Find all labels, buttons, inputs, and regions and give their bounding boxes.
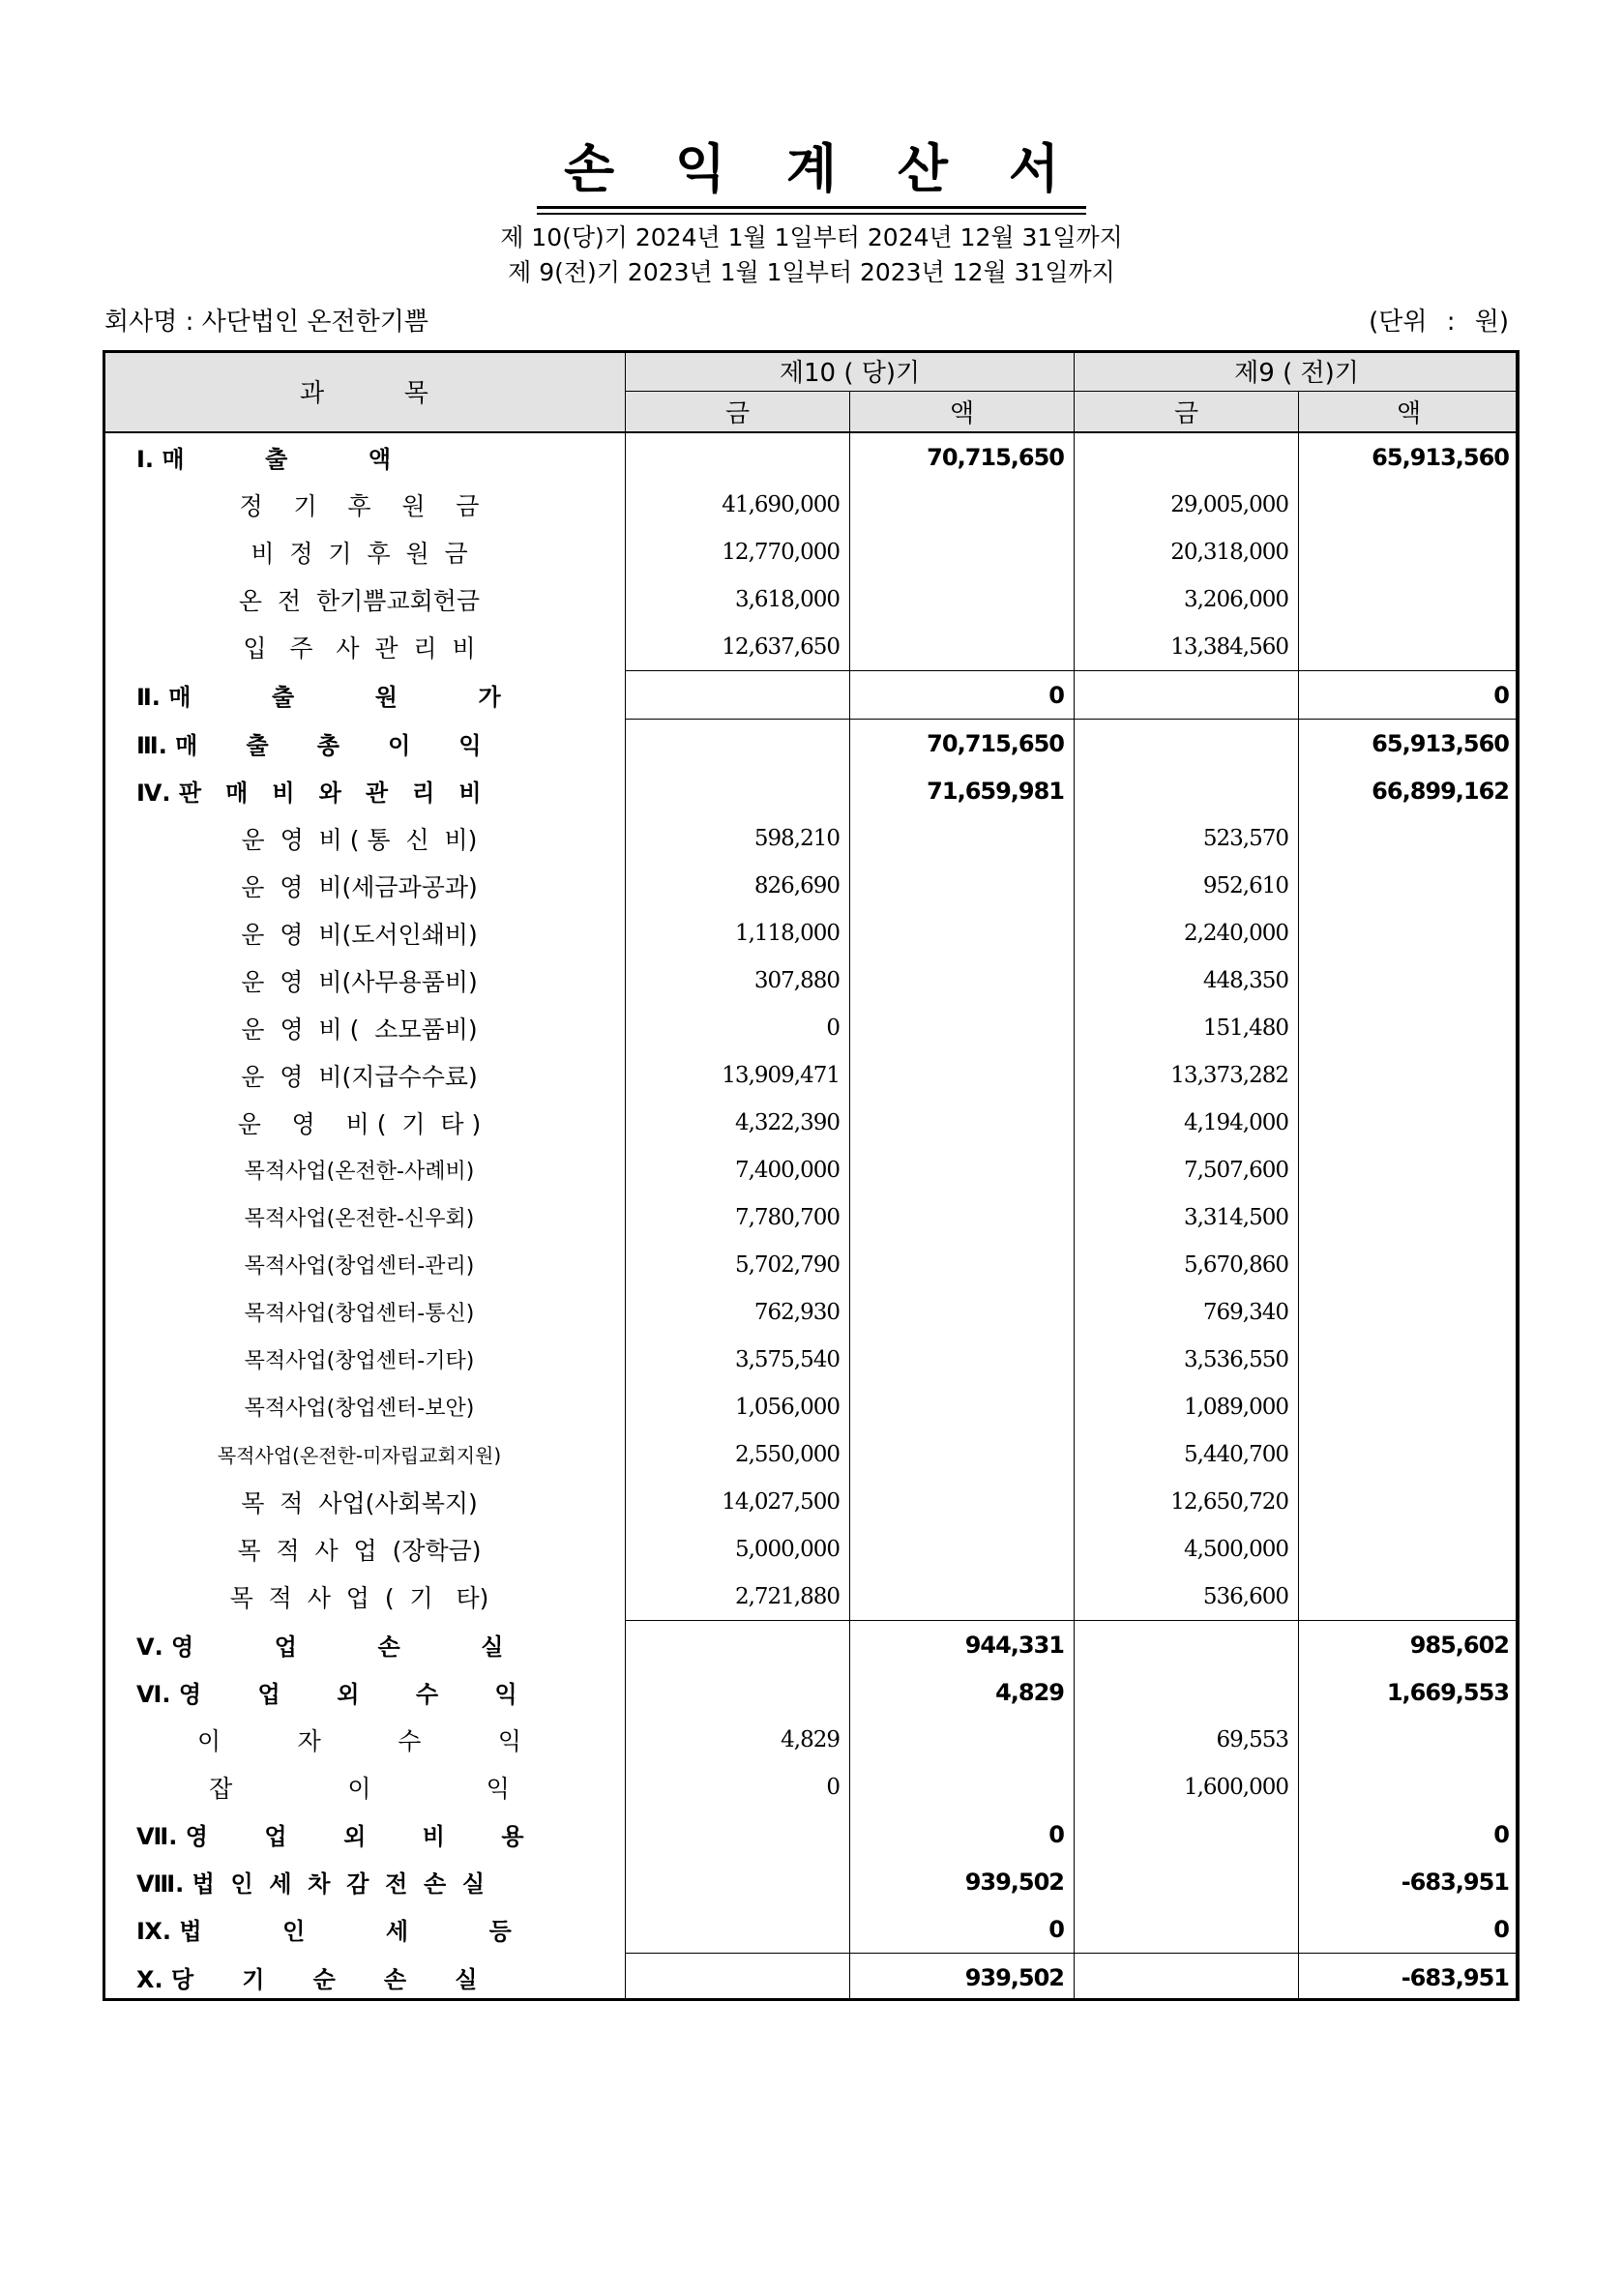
account-name: 목적사업(온전한-미자립교회지원) [103, 1430, 626, 1478]
prior-detail-amount: 13,373,282 [1075, 1051, 1299, 1099]
table-row [103, 1810, 1520, 1858]
prior-detail-amount: 151,480 [1075, 1004, 1299, 1051]
current-detail-amount: 14,027,500 [626, 1478, 850, 1525]
prior-total-amount [1299, 575, 1520, 623]
current-total-amount: 939,502 [850, 1954, 1075, 2002]
account-name: 목 적 사업(사회복지) [103, 1478, 626, 1525]
current-detail-amount: 4,322,390 [626, 1099, 850, 1146]
account-name: 목적사업(창업센터-기타) [103, 1336, 626, 1383]
prior-total-amount: -683,951 [1299, 1954, 1520, 2002]
prior-total-amount [1299, 1478, 1520, 1525]
prior-total-amount: 65,913,560 [1299, 720, 1520, 768]
current-total-amount [850, 1004, 1075, 1051]
table-row [103, 575, 1520, 623]
account-name: 운 영 비 ( 통 신 비) [103, 814, 626, 862]
prior-detail-amount: 69,553 [1075, 1716, 1299, 1763]
table-row [103, 1288, 1520, 1336]
current-total-amount: 939,502 [850, 1858, 1075, 1905]
table-row [103, 1478, 1520, 1525]
prior-detail-amount [1075, 1810, 1299, 1858]
current-total-amount: 0 [850, 671, 1075, 720]
table-row [103, 957, 1520, 1004]
prior-total-amount [1299, 814, 1520, 862]
prior-detail-amount [1075, 671, 1299, 720]
current-total-amount: 0 [850, 1810, 1075, 1858]
account-name: 운 영 비(지급수수료) [103, 1051, 626, 1099]
current-total-amount [850, 1383, 1075, 1430]
account-name: 목적사업(창업센터-보안) [103, 1383, 626, 1430]
account-name: Ⅷ. 법 인 세 차 감 전 손 실 [103, 1858, 626, 1905]
current-total-amount: 71,659,981 [850, 767, 1075, 814]
account-name: 운 영 비 ( 기 타 ) [103, 1099, 626, 1146]
account-name: 운 영 비(도서인쇄비) [103, 909, 626, 957]
table-row [103, 909, 1520, 957]
prior-total-amount [1299, 1383, 1520, 1430]
current-detail-amount: 0 [626, 1763, 850, 1810]
current-total-amount [850, 957, 1075, 1004]
account-name: 목적사업(창업센터-통신) [103, 1288, 626, 1336]
current-total-amount [850, 1146, 1075, 1193]
current-total-amount [850, 909, 1075, 957]
prior-detail-amount: 536,600 [1075, 1573, 1299, 1621]
account-name: Ⅹ. 당 기 순 손 실 [103, 1954, 626, 2002]
current-detail-amount: 5,000,000 [626, 1525, 850, 1573]
current-detail-amount: 7,780,700 [626, 1193, 850, 1241]
table-row [103, 1954, 1520, 2002]
current-total-amount [850, 528, 1075, 575]
current-total-amount [850, 814, 1075, 862]
prior-total-amount [1299, 1146, 1520, 1193]
table-row [103, 671, 1520, 720]
prior-detail-amount [1075, 720, 1299, 768]
current-detail-amount [626, 671, 850, 720]
current-total-amount [850, 623, 1075, 671]
prior-total-amount: 0 [1299, 1905, 1520, 1954]
current-total-amount [850, 1193, 1075, 1241]
prior-detail-amount: 952,610 [1075, 862, 1299, 909]
prior-detail-amount: 29,005,000 [1075, 481, 1299, 528]
prior-detail-amount: 448,350 [1075, 957, 1299, 1004]
prior-detail-amount: 1,600,000 [1075, 1763, 1299, 1810]
prior-total-amount [1299, 957, 1520, 1004]
current-total-amount [850, 1478, 1075, 1525]
table-row [103, 1383, 1520, 1430]
prior-detail-amount [1075, 432, 1299, 481]
table-row [103, 767, 1520, 814]
prior-detail-amount [1075, 1668, 1299, 1716]
current-total-amount [850, 862, 1075, 909]
table-row [103, 623, 1520, 671]
prior-total-amount [1299, 528, 1520, 575]
current-detail-amount: 5,702,790 [626, 1241, 850, 1288]
header-current-amount-left: 금 [626, 392, 850, 433]
account-name: 목적사업(창업센터-관리) [103, 1241, 626, 1288]
table-row [103, 1051, 1520, 1099]
account-name: Ⅱ. 매 출 원 가 [103, 671, 626, 720]
account-name: Ⅵ. 영 업 외 수 익 [103, 1668, 626, 1716]
current-detail-amount [626, 1810, 850, 1858]
current-total-amount [850, 1763, 1075, 1810]
header-current-period: 제10 ( 당)기 [626, 351, 1075, 392]
prior-total-amount [1299, 1099, 1520, 1146]
account-name: 정 기 후 원 금 [103, 481, 626, 528]
table-row [103, 1336, 1520, 1383]
period-current: 제 10(당)기 2024년 1월 1일부터 2024년 12월 31일까지 [500, 223, 1123, 251]
header-prior-period: 제9 ( 전)기 [1075, 351, 1520, 392]
prior-total-amount [1299, 909, 1520, 957]
prior-total-amount [1299, 481, 1520, 528]
table-row [103, 1621, 1520, 1669]
current-detail-amount: 4,829 [626, 1716, 850, 1763]
account-name: 목 적 사 업 (장학금) [103, 1525, 626, 1573]
prior-detail-amount: 2,240,000 [1075, 909, 1299, 957]
table-row [103, 720, 1520, 768]
account-name: Ⅳ. 판 매 비 와 관 리 비 [103, 767, 626, 814]
statement-rows [103, 432, 1520, 2001]
table-row [103, 1573, 1520, 1621]
table-row [103, 1905, 1520, 1954]
table-row [103, 1430, 1520, 1478]
table-row [103, 1763, 1520, 1810]
period-prior: 제 9(전)기 2023년 1월 1일부터 2023년 12월 31일까지 [508, 258, 1115, 286]
income-statement-table [103, 350, 1520, 2001]
prior-total-amount: 1,669,553 [1299, 1668, 1520, 1716]
table-row [103, 1004, 1520, 1051]
account-name: 잡 이 익 [103, 1763, 626, 1810]
table-row [103, 1099, 1520, 1146]
current-total-amount [850, 1336, 1075, 1383]
table-row [103, 528, 1520, 575]
account-name: Ⅴ. 영 업 손 실 [103, 1621, 626, 1669]
table-row [103, 432, 1520, 481]
prior-total-amount [1299, 1525, 1520, 1573]
account-name: 목적사업(온전한-신우회) [103, 1193, 626, 1241]
current-detail-amount [626, 1621, 850, 1669]
company-name: 회사명 : 사단법인 온전한기쁨 [104, 308, 428, 337]
prior-detail-amount [1075, 767, 1299, 814]
prior-total-amount [1299, 1716, 1520, 1763]
current-total-amount [850, 1573, 1075, 1621]
prior-detail-amount: 3,536,550 [1075, 1336, 1299, 1383]
current-detail-amount: 12,637,650 [626, 623, 850, 671]
current-total-amount [850, 575, 1075, 623]
table-row [103, 481, 1520, 528]
prior-total-amount [1299, 862, 1520, 909]
prior-detail-amount: 4,194,000 [1075, 1099, 1299, 1146]
current-detail-amount: 3,618,000 [626, 575, 850, 623]
current-detail-amount: 3,575,540 [626, 1336, 850, 1383]
header-current-amount-right: 액 [850, 392, 1075, 433]
account-name: Ⅲ. 매 출 총 이 익 [103, 720, 626, 768]
current-total-amount [850, 1099, 1075, 1146]
prior-total-amount: 65,913,560 [1299, 432, 1520, 481]
current-detail-amount: 2,550,000 [626, 1430, 850, 1478]
current-total-amount: 70,715,650 [850, 432, 1075, 481]
current-detail-amount: 307,880 [626, 957, 850, 1004]
current-total-amount [850, 1525, 1075, 1573]
prior-total-amount [1299, 1051, 1520, 1099]
prior-total-amount [1299, 623, 1520, 671]
prior-detail-amount: 5,670,860 [1075, 1241, 1299, 1288]
account-name: Ⅶ. 영 업 외 비 용 [103, 1810, 626, 1858]
current-detail-amount [626, 1954, 850, 2002]
prior-total-amount [1299, 1336, 1520, 1383]
prior-detail-amount: 13,384,560 [1075, 623, 1299, 671]
prior-detail-amount: 5,440,700 [1075, 1430, 1299, 1478]
account-name: 운 영 비(세금과공과) [103, 862, 626, 909]
current-detail-amount [626, 720, 850, 768]
account-name: Ⅸ. 법 인 세 등 [103, 1905, 626, 1954]
prior-total-amount: 985,602 [1299, 1621, 1520, 1669]
prior-total-amount [1299, 1241, 1520, 1288]
prior-detail-amount [1075, 1905, 1299, 1954]
prior-detail-amount [1075, 1621, 1299, 1669]
current-detail-amount: 826,690 [626, 862, 850, 909]
account-name: 운 영 비 ( 소모품비) [103, 1004, 626, 1051]
prior-detail-amount: 4,500,000 [1075, 1525, 1299, 1573]
prior-total-amount [1299, 1288, 1520, 1336]
table-row [103, 1716, 1520, 1763]
account-name: 운 영 비(사무용품비) [103, 957, 626, 1004]
income-statement-table-box [103, 350, 1519, 2001]
current-detail-amount: 2,721,880 [626, 1573, 850, 1621]
current-total-amount [850, 1051, 1075, 1099]
document-title: 손 익 계 산 서 [537, 128, 1086, 209]
prior-detail-amount: 12,650,720 [1075, 1478, 1299, 1525]
table-row [103, 1241, 1520, 1288]
current-detail-amount [626, 1668, 850, 1716]
prior-detail-amount: 7,507,600 [1075, 1146, 1299, 1193]
current-total-amount [850, 1241, 1075, 1288]
table-row [103, 814, 1520, 862]
current-detail-amount: 13,909,471 [626, 1051, 850, 1099]
prior-total-amount [1299, 1430, 1520, 1478]
current-detail-amount: 1,056,000 [626, 1383, 850, 1430]
prior-detail-amount: 3,314,500 [1075, 1193, 1299, 1241]
table-row [103, 1146, 1520, 1193]
account-name: 온 전 한기쁨교회헌금 [103, 575, 626, 623]
table-row [103, 1668, 1520, 1716]
prior-total-amount [1299, 1573, 1520, 1621]
current-detail-amount: 41,690,000 [626, 481, 850, 528]
document-title-wrap [0, 128, 1623, 209]
table-row [103, 1525, 1520, 1573]
header-prior-amount-left: 금 [1075, 392, 1299, 433]
current-total-amount [850, 481, 1075, 528]
prior-total-amount: 0 [1299, 671, 1520, 720]
current-total-amount: 70,715,650 [850, 720, 1075, 768]
prior-detail-amount [1075, 1858, 1299, 1905]
unit-label: (단위 : 원) [1369, 308, 1509, 337]
prior-detail-amount [1075, 1954, 1299, 2002]
current-total-amount: 4,829 [850, 1668, 1075, 1716]
prior-total-amount: -683,951 [1299, 1858, 1520, 1905]
current-detail-amount [626, 1858, 850, 1905]
table-row [103, 1858, 1520, 1905]
current-detail-amount: 762,930 [626, 1288, 850, 1336]
account-name: 이 자 수 익 [103, 1716, 626, 1763]
account-name: Ⅰ. 매 출 액 [103, 432, 626, 481]
table-row [103, 862, 1520, 909]
account-name: 입 주 사 관 리 비 [103, 623, 626, 671]
current-total-amount [850, 1716, 1075, 1763]
prior-total-amount: 66,899,162 [1299, 767, 1520, 814]
current-detail-amount: 7,400,000 [626, 1146, 850, 1193]
prior-total-amount [1299, 1004, 1520, 1051]
prior-detail-amount: 769,340 [1075, 1288, 1299, 1336]
prior-total-amount [1299, 1763, 1520, 1810]
prior-detail-amount: 3,206,000 [1075, 575, 1299, 623]
current-detail-amount [626, 1905, 850, 1954]
current-detail-amount: 598,210 [626, 814, 850, 862]
prior-detail-amount: 523,570 [1075, 814, 1299, 862]
current-detail-amount [626, 432, 850, 481]
header-subject: 과 목 [103, 351, 626, 433]
current-total-amount: 944,331 [850, 1621, 1075, 1669]
current-detail-amount: 12,770,000 [626, 528, 850, 575]
account-name: 목적사업(온전한-사례비) [103, 1146, 626, 1193]
account-name: 목 적 사 업 ( 기 타) [103, 1573, 626, 1621]
current-total-amount: 0 [850, 1905, 1075, 1954]
current-total-amount [850, 1288, 1075, 1336]
prior-detail-amount: 1,089,000 [1075, 1383, 1299, 1430]
account-name: 비 정 기 후 원 금 [103, 528, 626, 575]
current-detail-amount: 0 [626, 1004, 850, 1051]
table-row [103, 1193, 1520, 1241]
current-detail-amount [626, 767, 850, 814]
prior-total-amount [1299, 1193, 1520, 1241]
prior-total-amount: 0 [1299, 1810, 1520, 1858]
prior-detail-amount: 20,318,000 [1075, 528, 1299, 575]
header-prior-amount-right: 액 [1299, 392, 1520, 433]
current-total-amount [850, 1430, 1075, 1478]
current-detail-amount: 1,118,000 [626, 909, 850, 957]
